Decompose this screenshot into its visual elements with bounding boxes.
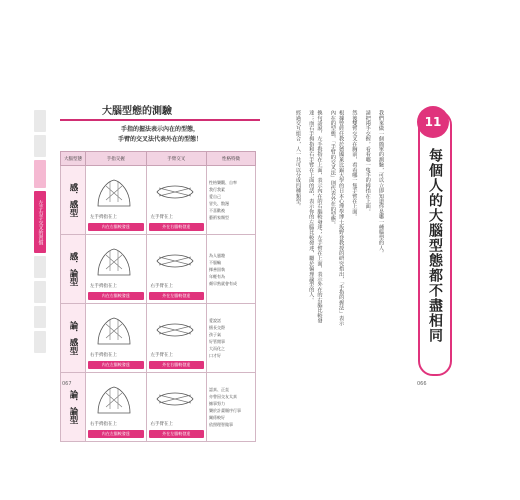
trait-item: 年輕有為 [209,273,225,279]
traits-cell [207,235,256,304]
arm-label: 左手臂在上 [150,215,173,220]
arms-crossed-icon [153,172,197,212]
subtitle-line: 手指的握法表示內在的型態， [120,126,199,133]
arm-cell [146,304,207,373]
table-row [61,373,256,442]
hand-label: 右手拇指在上 [90,422,117,427]
header-type: 大腦型態 [61,152,86,166]
hands-clasped-icon [92,172,136,212]
paragraph: 經過交互組合，人一共可以分成四種類型。 [294,110,301,209]
paragraph: 換句話說，左手拇指在上面，表示內在的右腦較發達；左手臂在上面，表示外在的右腦比較發達；而右手拇指和右手臂在上面的話，表示你的左腦比較發達，屬於偏理論型的人。 [308,110,323,324]
trait-item: 亦曾因交友太真 [209,394,237,399]
side-tab-marker [34,160,46,188]
hand-label: 左手拇指在上 [90,215,117,220]
arm-label: 左手臂在上 [150,353,173,358]
arm-cell [146,235,207,304]
title-rule [60,119,260,121]
hand-cell [86,304,147,373]
trait-item: 我行我素 [209,187,225,192]
chapter-title: 每個人的大腦型態都不盡相同 [427,148,443,343]
trait-item: 關係較好 [209,415,225,420]
arm-label: 右手臂在上 [150,422,173,427]
header-arms: 手臂交叉 [146,152,207,166]
trait-item: 好管閒事 [209,339,225,344]
type-cell [61,235,86,304]
side-tab-active[interactable]: 左手右手交叉的習慣 [34,191,46,253]
side-tab[interactable] [34,135,46,157]
arm-brain-badge: 外在左腦較發達 [149,292,205,300]
table-row [61,166,256,235]
chapter-heading-box [418,110,452,376]
hand-cell [86,235,147,304]
table-row [61,304,256,373]
traits-cell [207,166,256,235]
subtitle-line: 手臂的交叉法代表外在的型態！ [117,136,202,143]
trait-item: 愛說話 [209,318,221,323]
trait-item: 愛自己 [209,194,221,199]
brain-type-table [60,151,256,442]
hands-clasped-icon [92,379,136,419]
brain-type: 感．感型 [68,183,78,217]
arms-crossed-icon [153,310,197,350]
brain-type: 感．論型 [68,252,78,286]
body-text [270,110,385,330]
paragraph: 請把兩手交握，看看哪一隻手的拇指在上面。 [364,110,371,214]
trait-item: 樂於計畫順序行事 [209,408,241,413]
side-tab[interactable] [34,281,46,303]
arm-label: 右手臂在上 [150,284,173,289]
traits-cell [207,304,256,373]
side-tab[interactable] [34,256,46,278]
arm-cell [146,166,207,235]
arms-crossed-icon [153,241,197,281]
trait-item: 冒失、散漫 [209,201,229,206]
hands-clasped-icon [92,241,136,281]
brain-type: 論．論型 [68,390,78,424]
chapter-number: 11 [417,106,449,138]
traits-cell [207,373,256,442]
trait-item: 為人風趣 [209,252,225,258]
side-tabs [34,110,48,356]
hand-brain-badge: 內在右腦較發達 [88,223,144,231]
arms-crossed-icon [153,379,197,419]
paragraph: 根據曾經任教於德國萊比錫大學的日本心理學博士坂野登教授的研究指出，「手指的握法」表示內在的型態，「手臂的交叉法」則代表外在的型態。 [329,110,345,326]
hands-clasped-icon [92,310,136,350]
trait-item: 性格樂觀、自率 [209,180,237,185]
hand-label: 左手拇指在上 [90,284,117,289]
paragraph: 我們來做一個簡單的測驗，可以立即知道你是哪一種腦型的人。 [378,110,384,256]
page-number-right: 066 [417,381,427,387]
side-tab[interactable] [34,306,46,328]
side-tab[interactable] [34,331,46,353]
arm-brain-badge: 外在左腦較發達 [149,430,205,438]
page-title: 大腦型態的測驗 [102,106,172,117]
trait-item: 口才好 [209,353,221,358]
type-cell [61,166,86,235]
trait-item: 認真、正直 [209,387,229,392]
hand-brain-badge: 內在左腦較發達 [88,361,144,369]
page-number-left: 067 [62,381,72,387]
hand-label: 右手拇指在上 [90,353,117,358]
trait-item: 頗早熟就會有成 [209,280,237,286]
header-hands: 手指交握 [86,152,147,166]
left-page [60,102,260,442]
trait-item: 依照理智做事 [209,422,233,427]
trait-item: 大而化之 [209,346,225,351]
hand-cell [86,166,147,235]
side-tab[interactable] [34,110,46,132]
hand-brain-badge: 內在右腦較發達 [88,292,144,300]
table-row [61,235,256,304]
trait-item: 擅長交際 [209,325,225,330]
paragraph: 然後雙臂交叉在胸前，看看哪一隻手臂在上面。 [351,110,358,220]
trait-item: 擇善固執 [209,266,225,272]
trait-item: 藝術家類型 [209,215,229,220]
arm-brain-badge: 外在右腦較發達 [149,223,205,231]
arm-brain-badge: 外在右腦較發達 [149,361,205,369]
trait-item: 孩子氣 [209,332,221,337]
trait-item: 不喜歡被 [209,208,225,213]
arm-cell [146,373,207,442]
trait-item: 不服輸 [209,259,221,265]
type-cell [61,304,86,373]
right-page [270,110,485,370]
hand-brain-badge: 內在左腦較發達 [88,430,144,438]
brain-type: 論．感型 [68,321,78,355]
trait-item: 擁事努力 [209,401,225,406]
hand-cell [86,373,147,442]
header-traits: 性格特徵 [207,152,256,166]
